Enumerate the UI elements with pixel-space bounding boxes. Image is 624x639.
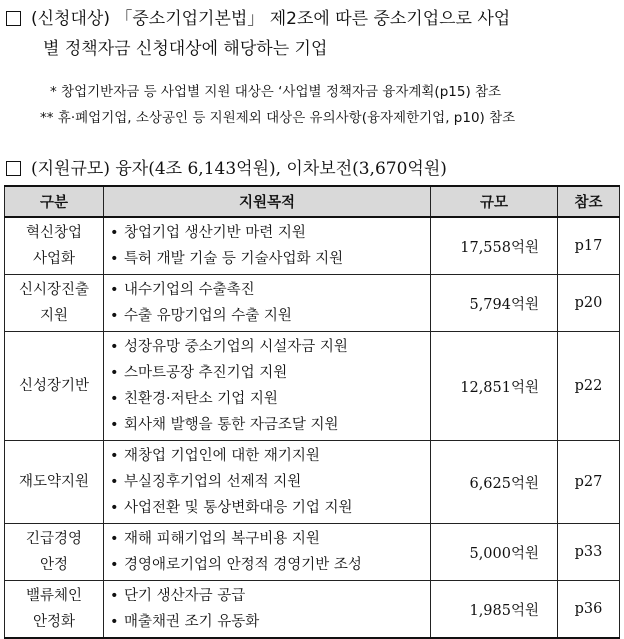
eligibility-paragraph [6,4,618,64]
purpose-cell [104,332,431,441]
reference-cell: p33 [558,524,620,581]
purpose-item: • 단기 생산자금 공급 [110,583,426,609]
purpose-item: • 스마트공장 추진기업 지원 [110,360,426,386]
scale-cell: 6,625억원 [431,441,558,524]
purpose-cell [104,275,431,332]
purpose-item: • 재해 피해기업의 복구비용 지원 [110,526,426,552]
reference-cell: p17 [558,217,620,275]
purpose-item: • 창업기업 생산기반 마련 지원 [110,220,426,246]
category-cell: 신성장기반 [5,332,104,441]
scale-cell: 12,851억원 [431,332,558,441]
purpose-item: • 경영애로기업의 안정적 경영기반 조성 [110,552,426,578]
purpose-cell [104,441,431,524]
purpose-cell [104,581,431,639]
purpose-cell [104,524,431,581]
purpose-item: • 부실징후기업의 선제적 지원 [110,469,426,495]
reference-cell: p27 [558,441,620,524]
category-cell: 혁신창업 사업화 [5,217,104,275]
support-scale-heading [6,154,447,179]
footnote-1: * 창업기반자금 등 사업별 지원 대상은 ‘사업별 정책자금 융자계획(p15) 참조 [50,84,502,100]
purpose-item: • 특허 개발 기술 등 기술사업화 지원 [110,246,426,272]
scale-cell: 5,794억원 [431,275,558,332]
purpose-item: • 재창업 기업인에 대한 재기지원 [110,443,426,469]
purpose-item: • 수출 유망기업의 수출 지원 [110,303,426,329]
table-row [5,441,620,524]
header-purpose: 지원목적 [104,186,431,217]
purpose-item: • 매출채권 조기 유동화 [110,609,426,635]
scale-cell: 5,000억원 [431,524,558,581]
eligibility-line-1: (신청대상) 「중소기업기본법」 제2조에 따른 중소기업으로 사업 [31,9,511,29]
reference-cell: p36 [558,581,620,639]
footnote-2: ** 휴·폐업기업, 소상공인 등 지원제외 대상은 유의사항(융자제한기업, p10) 참조 [40,110,516,126]
header-scale: 규모 [431,186,558,217]
scale-cell: 1,985억원 [431,581,558,639]
category-cell: 신시장진출 지원 [5,275,104,332]
purpose-item: • 사업전환 및 통상변화대응 기업 지원 [110,495,426,521]
table-row [5,217,620,275]
category-cell: 긴급경영 안정 [5,524,104,581]
category-cell: 밸류체인 안정화 [5,581,104,639]
checkbox-square-icon [6,161,21,176]
purpose-item: • 성장유망 중소기업의 시설자금 지원 [110,334,426,360]
checkbox-square-icon [6,11,21,26]
purpose-item: • 친환경·저탄소 기업 지원 [110,386,426,412]
table-row [5,524,620,581]
support-scale-text: (지원규모) 융자(4조 6,143억원), 이차보전(3,670억원) [31,159,447,179]
purpose-item: • 내수기업의 수출촉진 [110,277,426,303]
reference-cell: p22 [558,332,620,441]
purpose-cell [104,217,431,275]
eligibility-line-2: 별 정책자금 신청대상에 해당하는 기업 [43,39,328,59]
support-table [4,185,620,639]
header-category: 구분 [5,186,104,217]
table-row [5,275,620,332]
table-header-row [5,186,620,217]
header-reference: 참조 [558,186,620,217]
scale-cell: 17,558억원 [431,217,558,275]
table-row [5,332,620,441]
purpose-item: • 회사채 발행을 통한 자금조달 지원 [110,412,426,438]
reference-cell: p20 [558,275,620,332]
table-row [5,581,620,639]
category-cell: 재도약지원 [5,441,104,524]
